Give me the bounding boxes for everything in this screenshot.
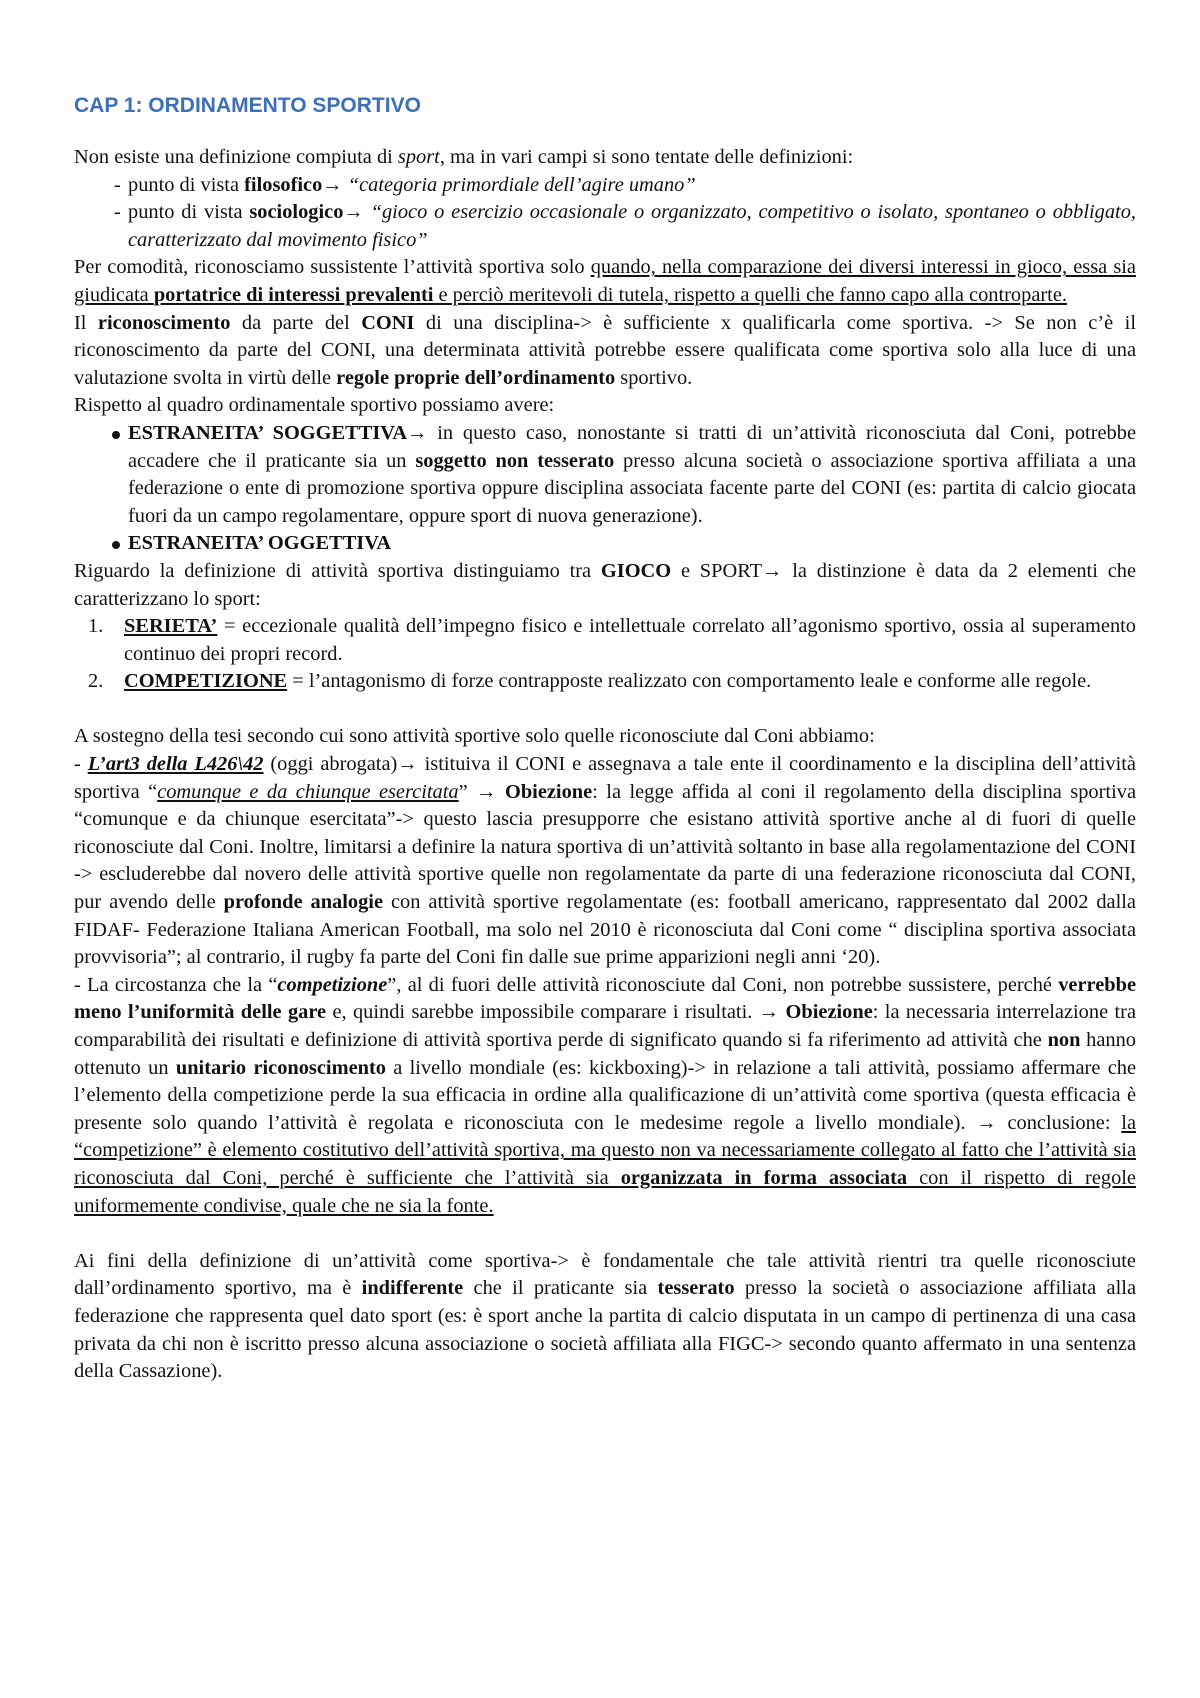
text: hanno ottenuto un (74, 1029, 1136, 1079)
text: presso la società o associazione affiliata alla federazione che rappresenta quel dato sport (es: è sport anche la partita di calcio disputata in un campo di pertinenza di una casa privata da chi non è iscritto presso alcuna associazione o società affiliata alla FIGC-> secondo quanto affermato in una sentenza della Cassazione). (74, 1277, 1136, 1383)
dash-marker: - (114, 201, 121, 224)
text: ”, al di fuori delle attività riconosciute dal Coni, non potrebbe sussistere, perché (387, 973, 1059, 996)
text: sportivo. (615, 366, 693, 389)
text: Non esiste una definizione compiuta di (74, 146, 398, 168)
underlined-term: SERIETA’ (124, 615, 218, 638)
underlined-term: COMPETIZIONE (124, 670, 288, 693)
text: - La circostanza che la “ (74, 973, 278, 996)
bold-term: organizzata in forma associata (620, 1166, 908, 1189)
bold-term: portatrice di interessi prevalenti (153, 283, 434, 306)
paragraph-riconoscimento (74, 310, 1136, 393)
text: punto di vista (128, 201, 250, 224)
quote-text: “categoria primordiale dell’agire umano” (342, 173, 696, 196)
bold-term: sociologico (249, 201, 344, 224)
text: (oggi abrogata) (263, 753, 398, 776)
bold-term: Obiezione (785, 1001, 873, 1024)
bold-term: riconoscimento (97, 311, 231, 334)
intro-paragraph (74, 144, 1136, 172)
bold-term: non (1047, 1029, 1081, 1051)
text: = eccezionale qualità dell’impegno fisico e intellettuale correlato all’agonismo sportivo, ossia al superamento continuo dei propri record. (124, 615, 1136, 665)
quote-text: comunque e da chiunque esercitata (157, 780, 459, 803)
paragraph-circostanza (74, 972, 1136, 1220)
text: presso alcuna società o associazione sportiva affiliata a una federazione o ente di promozione sportiva oppure disciplina associata facente parte del CONI (es: partita di calcio giocata fuori da un campo regolamentare, oppure sport di nuova generazione). (128, 449, 1136, 527)
text: da parte del (230, 311, 362, 334)
paragraph-rispetto: Rispetto al quadro ordinamentale sportivo possiamo avere: (74, 394, 555, 417)
arrow-icon: → (976, 1111, 997, 1134)
number-marker: 2. (88, 670, 104, 693)
chapter-heading: CAP 1: ORDINAMENTO SPORTIVO (74, 94, 421, 117)
numbered-item (74, 613, 1136, 668)
list-item (74, 199, 1136, 254)
quote-text: “gioco o esercizio occasionale o organizzato, competitivo o isolato, spontaneo o obbligato, caratterizzato dal movimento fisico” (128, 201, 1136, 251)
number-marker: 1. (88, 615, 104, 638)
bullet-text (128, 530, 1136, 558)
bullet-item (74, 420, 1136, 530)
text: Il (74, 311, 98, 334)
text: Ai fini della definizione di un’attività come sportiva-> è fondamentale che tale attività rientri tra quelle riconosciute dall’ordinamento sportivo, ma è (74, 1249, 1136, 1300)
bold-term: profonde analogie (223, 891, 384, 914)
bold-term: filosofico (244, 173, 323, 196)
document-page (74, 92, 1136, 1386)
bold-term: tesserato (657, 1277, 735, 1300)
text: che il praticante sia (463, 1277, 658, 1300)
text: e perciò meritevoli di tutela, rispetto a quelli che fanno capo alla controparte. (433, 283, 1067, 306)
arrow-icon: → (322, 173, 343, 196)
text: in questo caso, nonostante si tratti di un’attività riconosciuta dal Coni, potrebbe accadere che il praticante sia un (128, 421, 1136, 472)
bold-term: Obiezione (504, 780, 593, 803)
text: punto di vista (128, 173, 245, 196)
text: conclusione: (996, 1111, 1122, 1134)
numbered-item (74, 668, 1136, 696)
text: : la legge affida al coni il regolamento della disciplina sportiva “comunque e da chiunque esercitata”-> questo lascia presupporre che esistano attività sportive anche al di fuori di quelle riconosciute dal Coni. Inoltre, limitarsi a definire la natura sportiva di un’attività soltanto in base alla regolamentazione del CONI -> escluderebbe dal novero delle attività sportive quelle non regolamentate da parte di una federazione riconosciuta dal CONI, pur avendo delle (74, 780, 1136, 914)
numbered-text (124, 613, 1136, 668)
text: - (74, 753, 88, 776)
bold-term: GIOCO (600, 559, 672, 582)
bold-term: CONI (361, 311, 415, 334)
text: con attività sportive regolamentate (es: football americano, rappresentato dal 2002 dalla FIDAF- Federazione Italiana American Football, ma solo nel 2010 è riconosciuta dal Coni come “ disciplina sportiva associata provvisoria”; al contrario, il rugby fa parte del Coni fin dalle sue prime apparizioni negli anni ‘20). (74, 891, 1136, 969)
dash-marker: - (114, 173, 121, 196)
text: Riguardo la definizione di attività sportiva distinguiamo tra (74, 559, 601, 582)
paragraph-sostegno: A sostegno della tesi secondo cui sono attività sportive solo quelle riconosciute dal Coni abbiamo: (74, 725, 875, 748)
text: e SPORT (671, 559, 763, 582)
bold-italic-term: competizione (277, 973, 388, 996)
text: di una disciplina-> è sufficiente x qualificarla come sportiva. -> Se non c’è il riconoscimento da parte del CONI, una determinata attività potrebbe essere qualificata come sportiva solo alla luce di una valutazione svolta in virtù delle (74, 311, 1136, 389)
text: e, quindi sarebbe impossibile comparare i risultati. (326, 1001, 759, 1024)
paragraph-comodita (74, 254, 1136, 309)
text: con il rispetto di regole uniformemente condivise, quale che ne sia la fonte. (74, 1166, 1136, 1217)
bullet-text (128, 420, 1136, 530)
bullet-dot-icon (112, 541, 120, 549)
list-text (128, 172, 1136, 200)
bold-term: verrebbe meno l’uniformità delle gare (74, 973, 1136, 1024)
text: , ma in vari campi si sono tentate delle definizioni: (439, 146, 854, 168)
text: ” (458, 780, 477, 803)
arrow-icon: → (343, 201, 364, 224)
bullet-dot-icon (112, 431, 120, 439)
bold-term: regole proprie dell’ordinamento (336, 366, 616, 389)
list-text (128, 199, 1136, 254)
term-sport: sport (397, 146, 440, 168)
text: quando, nella comparazione dei diversi interessi in gioco, essa sia giudicata (74, 256, 1136, 306)
paragraph-art3 (74, 751, 1136, 972)
text (497, 781, 505, 803)
text: la distinzione è data da 2 elementi che caratterizzano lo sport: (74, 559, 1136, 610)
blank-line (74, 1220, 1136, 1248)
bold-term: ESTRANEITA’ OGGETTIVA (128, 532, 392, 555)
bold-term: unitario riconoscimento (175, 1056, 386, 1079)
bullet-item (74, 530, 1136, 558)
blank-line (74, 696, 1136, 724)
text: = l’antagonismo di forze contrapposte realizzato con comportamento leale e conforme alle regole. (287, 670, 1092, 693)
list-item (74, 172, 1136, 200)
arrow-icon: → (762, 559, 783, 582)
law-reference: L’art3 della L426\42 (87, 753, 264, 776)
arrow-icon: → (476, 780, 497, 803)
arrow-icon: → (407, 421, 428, 444)
bold-term: soggetto non tesserato (415, 449, 615, 472)
numbered-text (124, 668, 1136, 696)
text: istituiva il CONI e assegnava a tale ente il coordinamento e la disciplina dell’attività sportiva “ (74, 753, 1136, 803)
text: Per comodità, riconosciamo sussistente l’attività sportiva solo (74, 256, 591, 279)
text: : la necessaria interrelazione tra comparabilità dei risultati e definizione di attività sportiva perde di significato quando si fa riferimento ad attività che (74, 1001, 1136, 1051)
bullet-marker (74, 530, 128, 558)
bold-term: ESTRANEITA’ SOGGETTIVA (128, 421, 408, 444)
text: a livello mondiale (es: kickboxing)-> in relazione a tali attività, possiamo affermare che l’elemento della competizione perde la sua efficacia in ordine alla qualificazione di un’attività come sportiva (questa efficacia è presente solo quando l’attività è regolata e riconosciuta con le medesime regole a livello mondiale). (74, 1056, 1136, 1134)
bold-term: indifferente (361, 1277, 464, 1300)
paragraph-fini (74, 1248, 1136, 1386)
text: la “competizione” è elemento costitutivo dell’attività sportiva, ma questo non va necessariamente collegato al fatto che l’attività sia riconosciuta dal Coni, perché è sufficiente che l’attività sia (74, 1111, 1136, 1189)
paragraph-riguardo (74, 558, 1136, 613)
arrow-icon: → (397, 753, 418, 776)
arrow-icon: → (758, 1001, 780, 1024)
bullet-marker (74, 420, 128, 448)
